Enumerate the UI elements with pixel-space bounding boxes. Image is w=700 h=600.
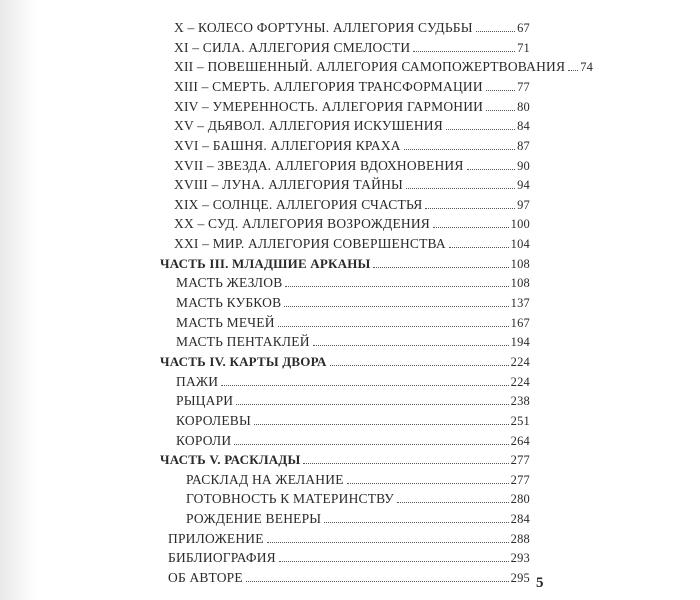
dot-leader: [313, 345, 509, 346]
toc-entry-title: XIX – СОЛНЦЕ. АЛЛЕГОРИЯ СЧАСТЬЯ: [174, 197, 423, 212]
toc-entry: [174, 212, 530, 232]
dot-leader: [568, 70, 578, 71]
toc-entry: [176, 291, 530, 311]
toc-entry-page: 280: [510, 492, 530, 506]
dot-leader: [373, 267, 508, 268]
toc-entry: [160, 350, 530, 370]
dot-leader: [303, 463, 508, 464]
dot-leader: [267, 542, 509, 543]
toc-entry-title: ПАЖИ: [176, 374, 219, 389]
toc-entry: [176, 330, 530, 350]
toc-entry-title: МАСТЬ КУБКОВ: [176, 295, 282, 310]
toc-entry-page: 94: [517, 178, 530, 192]
toc-entry: [176, 311, 530, 331]
toc-entry-page: 74: [580, 60, 594, 74]
toc-entry: [168, 566, 530, 586]
toc-entry-page: 104: [510, 237, 530, 251]
dot-leader: [446, 129, 515, 130]
toc-entry: [174, 36, 530, 56]
toc-entry-title: XIV – УМЕРЕННОСТЬ. АЛЛЕГОРИЯ ГАРМОНИИ: [174, 99, 484, 114]
toc-entry-title: ЧАСТЬ V. РАСКЛАДЫ: [160, 452, 301, 467]
dot-leader: [278, 326, 509, 327]
toc-entry-title: ЧАСТЬ III. МЛАДШИЕ АРКАНЫ: [160, 256, 371, 271]
dot-leader: [425, 208, 515, 209]
dot-leader: [413, 51, 515, 52]
toc-entry-page: 224: [510, 375, 530, 389]
toc-entry-page: 293: [510, 551, 530, 565]
dot-leader: [279, 561, 509, 562]
toc-entry-title: МАСТЬ МЕЧЕЙ: [176, 315, 275, 330]
dot-leader: [324, 522, 508, 523]
toc-entry: [160, 448, 530, 468]
toc-entry-page: 90: [517, 159, 530, 173]
toc-entry-title: КОРОЛИ: [176, 433, 232, 448]
toc-entry-title: БИБЛИОГРАФИЯ: [168, 550, 276, 565]
toc-entry-title: ПРИЛОЖЕНИЕ: [168, 531, 264, 546]
dot-leader: [433, 227, 509, 228]
toc-entry-title: XXI – МИР. АЛЛЕГОРИЯ СОВЕРШЕНСТВА: [174, 236, 446, 251]
page-number: 5: [536, 575, 544, 591]
dot-leader: [449, 247, 509, 248]
toc-entry: [176, 370, 530, 390]
toc-entry-page: 284: [510, 512, 530, 526]
toc-entry-page: 194: [510, 335, 530, 349]
toc-entry-title: X – КОЛЕСО ФОРТУНЫ. АЛЛЕГОРИЯ СУДЬБЫ: [174, 20, 473, 35]
toc-entry: [174, 134, 530, 154]
toc-entry: [168, 527, 530, 547]
toc-entry-page: 67: [517, 21, 530, 35]
dot-leader: [234, 444, 508, 445]
toc-entry-page: 97: [517, 198, 530, 212]
toc-entry-page: 100: [510, 217, 530, 231]
toc-entry: [174, 95, 530, 115]
toc-entry-title: XVI – БАШНЯ. АЛЛЕГОРИЯ КРАХА: [174, 138, 401, 153]
toc-entry-title: РАСКЛАД НА ЖЕЛАНИЕ: [186, 472, 344, 487]
dot-leader: [467, 169, 516, 170]
toc-entry: [174, 55, 594, 75]
toc-entry-title: МАСТЬ ЖЕЗЛОВ: [176, 275, 283, 290]
toc-entry: [174, 173, 530, 193]
toc-entry-page: 137: [510, 296, 530, 310]
toc-entry-page: 71: [517, 41, 530, 55]
toc-entry-page: 224: [510, 355, 530, 369]
toc-entry-title: XVII – ЗВЕЗДА. АЛЛЕГОРИЯ ВДОХНОВЕНИЯ: [174, 158, 464, 173]
dot-leader: [284, 306, 508, 307]
toc-entry-page: 277: [510, 453, 530, 467]
toc-entry-title: ГОТОВНОСТЬ К МАТЕРИНСТВУ: [186, 491, 395, 506]
toc-entry: [186, 468, 530, 488]
toc-entry-page: 84: [517, 119, 530, 133]
dot-leader: [236, 404, 508, 405]
dot-leader: [347, 483, 509, 484]
toc-entry-title: КОРОЛЕВЫ: [176, 413, 251, 428]
toc-entry-page: 277: [510, 473, 530, 487]
toc-entry-page: 87: [517, 139, 530, 153]
dot-leader: [486, 90, 515, 91]
toc-entry: [174, 154, 530, 174]
toc-entry-page: 108: [510, 257, 530, 271]
dot-leader: [406, 188, 515, 189]
toc-entry-page: 264: [510, 434, 530, 448]
dot-leader: [221, 385, 508, 386]
toc-entry: [168, 546, 530, 566]
toc-entry: [176, 271, 530, 291]
toc-entry: [174, 114, 530, 134]
toc-entry-title: МАСТЬ ПЕНТАКЛЕЙ: [176, 334, 310, 349]
toc-entry: [174, 232, 530, 252]
dot-leader: [285, 286, 508, 287]
toc-entry: [176, 409, 530, 429]
toc-entry-page: 167: [510, 316, 530, 330]
toc-entry-title: XV – ДЬЯВОЛ. АЛЛЕГОРИЯ ИСКУШЕНИЯ: [174, 118, 443, 133]
toc-entry-title: XII – ПОВЕШЕННЫЙ. АЛЛЕГОРИЯ САМОПОЖЕРТВОВАНИЯ: [174, 59, 566, 74]
toc-entry-title: XI – СИЛА. АЛЛЕГОРИЯ СМЕЛОСТИ: [174, 40, 411, 55]
toc-entry-title: РОЖДЕНИЕ ВЕНЕРЫ: [186, 511, 322, 526]
toc-entry-page: 80: [517, 100, 530, 114]
toc-entry-page: 77: [517, 80, 530, 94]
toc-entry-page: 295: [510, 571, 530, 585]
dot-leader: [486, 110, 515, 111]
dot-leader: [330, 365, 509, 366]
toc-entry: [174, 193, 530, 213]
dot-leader: [404, 149, 515, 150]
toc-entry: [174, 75, 530, 95]
toc-entry: [160, 252, 530, 272]
toc-entry: [186, 507, 530, 527]
toc-entry-page: 108: [510, 276, 530, 290]
toc-entry-title: РЫЦАРИ: [176, 393, 234, 408]
toc-entry-title: XVIII – ЛУНА. АЛЛЕГОРИЯ ТАЙНЫ: [174, 177, 404, 192]
dot-leader: [397, 502, 509, 503]
toc-entry-title: ОБ АВТОРЕ: [168, 570, 243, 585]
toc-entry: [174, 16, 530, 36]
dot-leader: [246, 581, 509, 582]
toc-entry-page: 238: [510, 394, 530, 408]
toc-entry: [176, 389, 530, 409]
toc-entry: [186, 487, 530, 507]
toc-entry-title: XIII – СМЕРТЬ. АЛЛЕГОРИЯ ТРАНСФОРМАЦИИ: [174, 79, 483, 94]
dot-leader: [476, 31, 515, 32]
dot-leader: [254, 424, 509, 425]
toc-entry-page: 288: [510, 532, 530, 546]
toc-entry-title: XX – СУД. АЛЛЕГОРИЯ ВОЗРОЖДЕНИЯ: [174, 216, 430, 231]
toc-entry: [176, 429, 530, 449]
toc-entry-title: ЧАСТЬ IV. КАРТЫ ДВОРА: [160, 354, 327, 369]
toc-entry-page: 251: [510, 414, 530, 428]
